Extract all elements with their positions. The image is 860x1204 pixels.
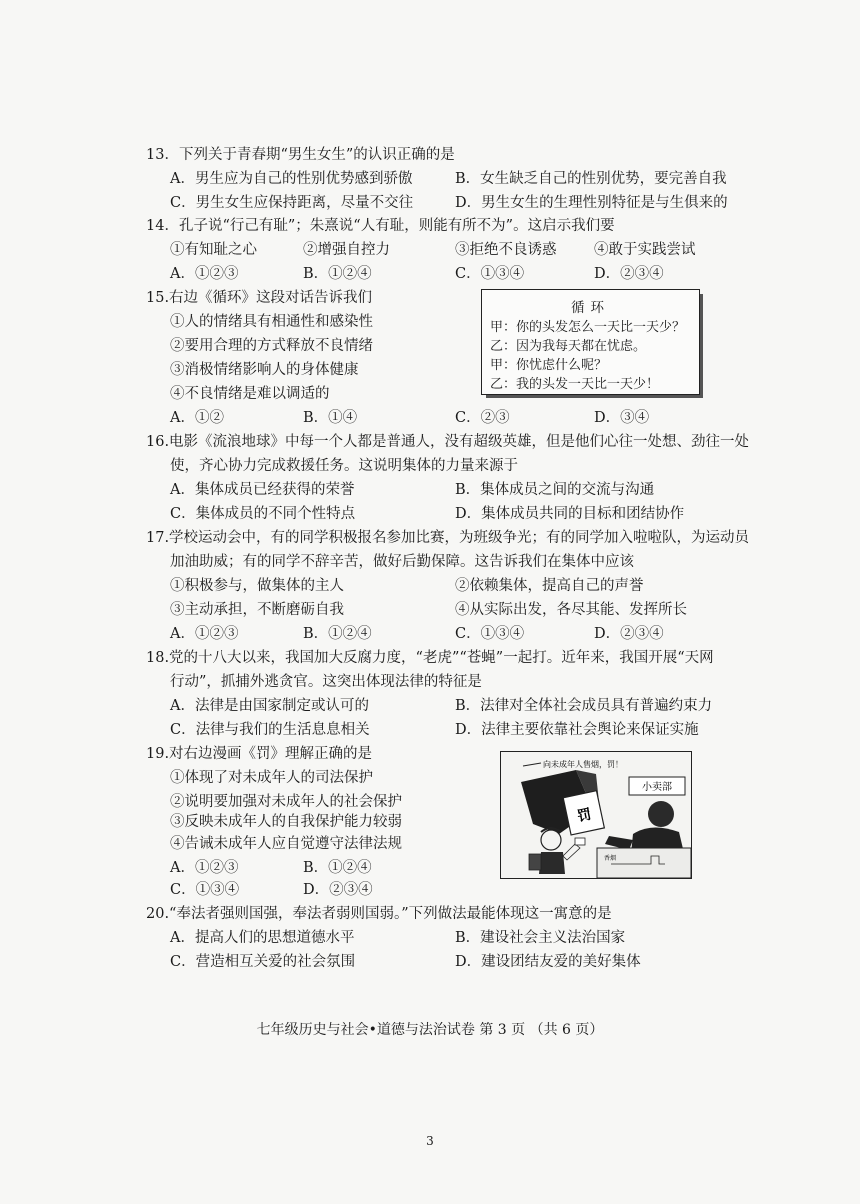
q14-option-b: B．①②④ [303, 266, 372, 282]
dialog-title: 循环 [571, 300, 610, 316]
q15-statement-4: ④不良情绪是难以调适的 [170, 386, 330, 402]
q20-stem: 20.“奉法者强则国强，奉法者弱则国弱。”下列做法最能体现这一寓意的是 [146, 906, 612, 922]
q15-stem: 15.右边《循环》这段对话告诉我们 [146, 290, 373, 306]
q19-option-a: A．①②③ [170, 860, 239, 876]
fine-paper-text: 罚 [575, 806, 593, 826]
q17-option-b: B．①②④ [303, 626, 372, 642]
q20-option-b: B．建设社会主义法治国家 [455, 930, 626, 946]
q19-statement-3: ③反映未成年人的自我保护能力较弱 [170, 814, 402, 830]
q18-option-d: D．法律主要依靠社会舆论来保证实施 [455, 722, 699, 738]
q17-statement-2: ②依赖集体，提高自己的声誉 [455, 578, 644, 594]
shop-sign-text: 小卖部 [642, 782, 672, 793]
dialog-line-4: 乙：我的头发一天比一天少！ [490, 377, 660, 392]
q19-stem: 19.对右边漫画《罚》理解正确的是 [146, 746, 373, 762]
q14-statement-3: ③拒绝不良诱惑 [455, 242, 557, 258]
q17-statement-4: ④从实际出发，各尽其能、发挥所长 [455, 602, 687, 618]
q17-statement-1: ①积极参与，做集体的主人 [170, 578, 344, 594]
q15-option-d: D．③④ [594, 410, 650, 426]
q15-statement-3: ③消极情绪影响人的身体健康 [170, 362, 359, 378]
dialog-box [481, 289, 700, 395]
q17-option-a: A．①②③ [170, 626, 239, 642]
dialog-line-1: 甲：你的头发怎么一天比一天少？ [490, 320, 686, 335]
child-schoolbag [529, 854, 541, 870]
q20-option-d: D．建设团结友爱的美好集体 [455, 954, 641, 970]
q20-option-c: C．营造相互关爱的社会氛围 [170, 954, 356, 970]
fine-cartoon [500, 751, 692, 879]
q14-statement-2: ②增强自控力 [303, 242, 390, 258]
q14-option-a: A．①②③ [170, 266, 239, 282]
q18-option-a: A．法律是由国家制定或认可的 [170, 698, 369, 714]
q14-statement-4: ④敢于实践尝试 [594, 242, 696, 258]
q19-statement-1: ①体现了对未成年人的司法保护 [170, 770, 373, 786]
q13-option-b: B．女生缺乏自己的性别优势，要完善自我 [455, 171, 727, 187]
q15-option-a: A．①② [170, 410, 224, 426]
q20-option-a: A．提高人们的思想道德水平 [170, 930, 355, 946]
page-footer: 七年级历史与社会•道德与法治试卷 第 3 页 （共 6 页） [256, 1022, 604, 1038]
q19-statement-2: ②说明要加强对未成年人的社会保护 [170, 794, 402, 810]
caption-pointer [523, 763, 541, 766]
q16-option-a: A．集体成员已经获得的荣誉 [170, 482, 355, 498]
q15-statement-2: ②要用合理的方式释放不良情绪 [170, 338, 373, 354]
q19-option-d: D．②③④ [303, 882, 373, 898]
q19-option-c: C．①③④ [170, 882, 240, 898]
q16-stem-line-2: 使，齐心协力完成救援任务。这说明集体的力量来源于 [170, 458, 518, 474]
page-number: 3 [426, 1134, 434, 1148]
fine-paper [563, 791, 604, 835]
q16-stem-line-1: 16.电影《流浪地球》中每一个人都是普通人，没有超级英雄，但是他们心往一处想、劲往一处 [146, 434, 750, 450]
q18-stem-line-2: 行动”，抓捕外逃贪官。这突出体现法律的特征是 [170, 674, 482, 690]
q15-statement-1: ①人的情绪具有相通性和感染性 [170, 314, 373, 330]
q17-option-d: D．②③④ [594, 626, 664, 642]
q13-stem: 13．下列关于青春期“男生女生”的认识正确的是 [146, 147, 455, 163]
q17-stem-line-2: 加油助威；有的同学不辞辛苦，做好后勤保障。这告诉我们在集体中应该 [170, 554, 634, 570]
q13-option-c: C．男生女生应保持距离，尽量不交往 [170, 195, 414, 211]
cartoon-caption: 向未成年人售烟，罚！ [543, 760, 623, 769]
q13-option-a: A．男生应为自己的性别优势感到骄傲 [170, 171, 413, 187]
cartoon-illustration [501, 752, 691, 878]
q19-option-b: B．①②④ [303, 860, 372, 876]
child-head [541, 830, 561, 850]
shop-counter [597, 848, 691, 878]
q15-option-c: C．②③ [455, 410, 510, 426]
q17-statement-3: ③主动承担，不断磨砺自我 [170, 602, 344, 618]
shopkeeper-head [648, 801, 674, 827]
q18-option-b: B．法律对全体社会成员具有普遍约束力 [455, 698, 713, 714]
counter-label: 香烟 [604, 855, 617, 862]
q17-option-c: C．①③④ [455, 626, 525, 642]
money-note [575, 838, 585, 845]
q14-option-d: D．②③④ [594, 266, 664, 282]
dialog-line-2: 乙：因为我每天都在忧虑。 [490, 339, 647, 354]
q14-statement-1: ①有知耻之心 [170, 242, 257, 258]
q14-stem: 14．孔子说“行己有耻”；朱熹说“人有耻，则能有所不为”。这启示我们要 [146, 218, 615, 234]
q17-stem-line-1: 17.学校运动会中，有的同学积极报名参加比赛，为班级争光；有的同学加入啦啦队，为运动员 [146, 530, 750, 546]
q19-statement-4: ④告诫未成年人应自觉遵守法律法规 [170, 836, 402, 852]
q14-option-c: C．①③④ [455, 266, 525, 282]
q16-option-d: D．集体成员共同的目标和团结协作 [455, 506, 685, 522]
child-body [539, 852, 565, 874]
q16-option-b: B．集体成员之间的交流与沟通 [455, 482, 655, 498]
q16-option-c: C．集体成员的不同个性特点 [170, 506, 356, 522]
q13-option-d: D．男生女生的生理性别特征是与生俱来的 [455, 195, 728, 211]
q15-option-b: B．①④ [303, 410, 358, 426]
dialog-line-3: 甲：你忧虑什么呢？ [490, 358, 608, 373]
q18-option-c: C．法律与我们的生活息息相关 [170, 722, 370, 738]
child-arm [563, 844, 580, 860]
q18-stem-line-1: 18.党的十八大以来，我国加大反腐力度，“老虎”“苍蝇”一起打。近年来，我国开展“天网 [146, 650, 714, 666]
